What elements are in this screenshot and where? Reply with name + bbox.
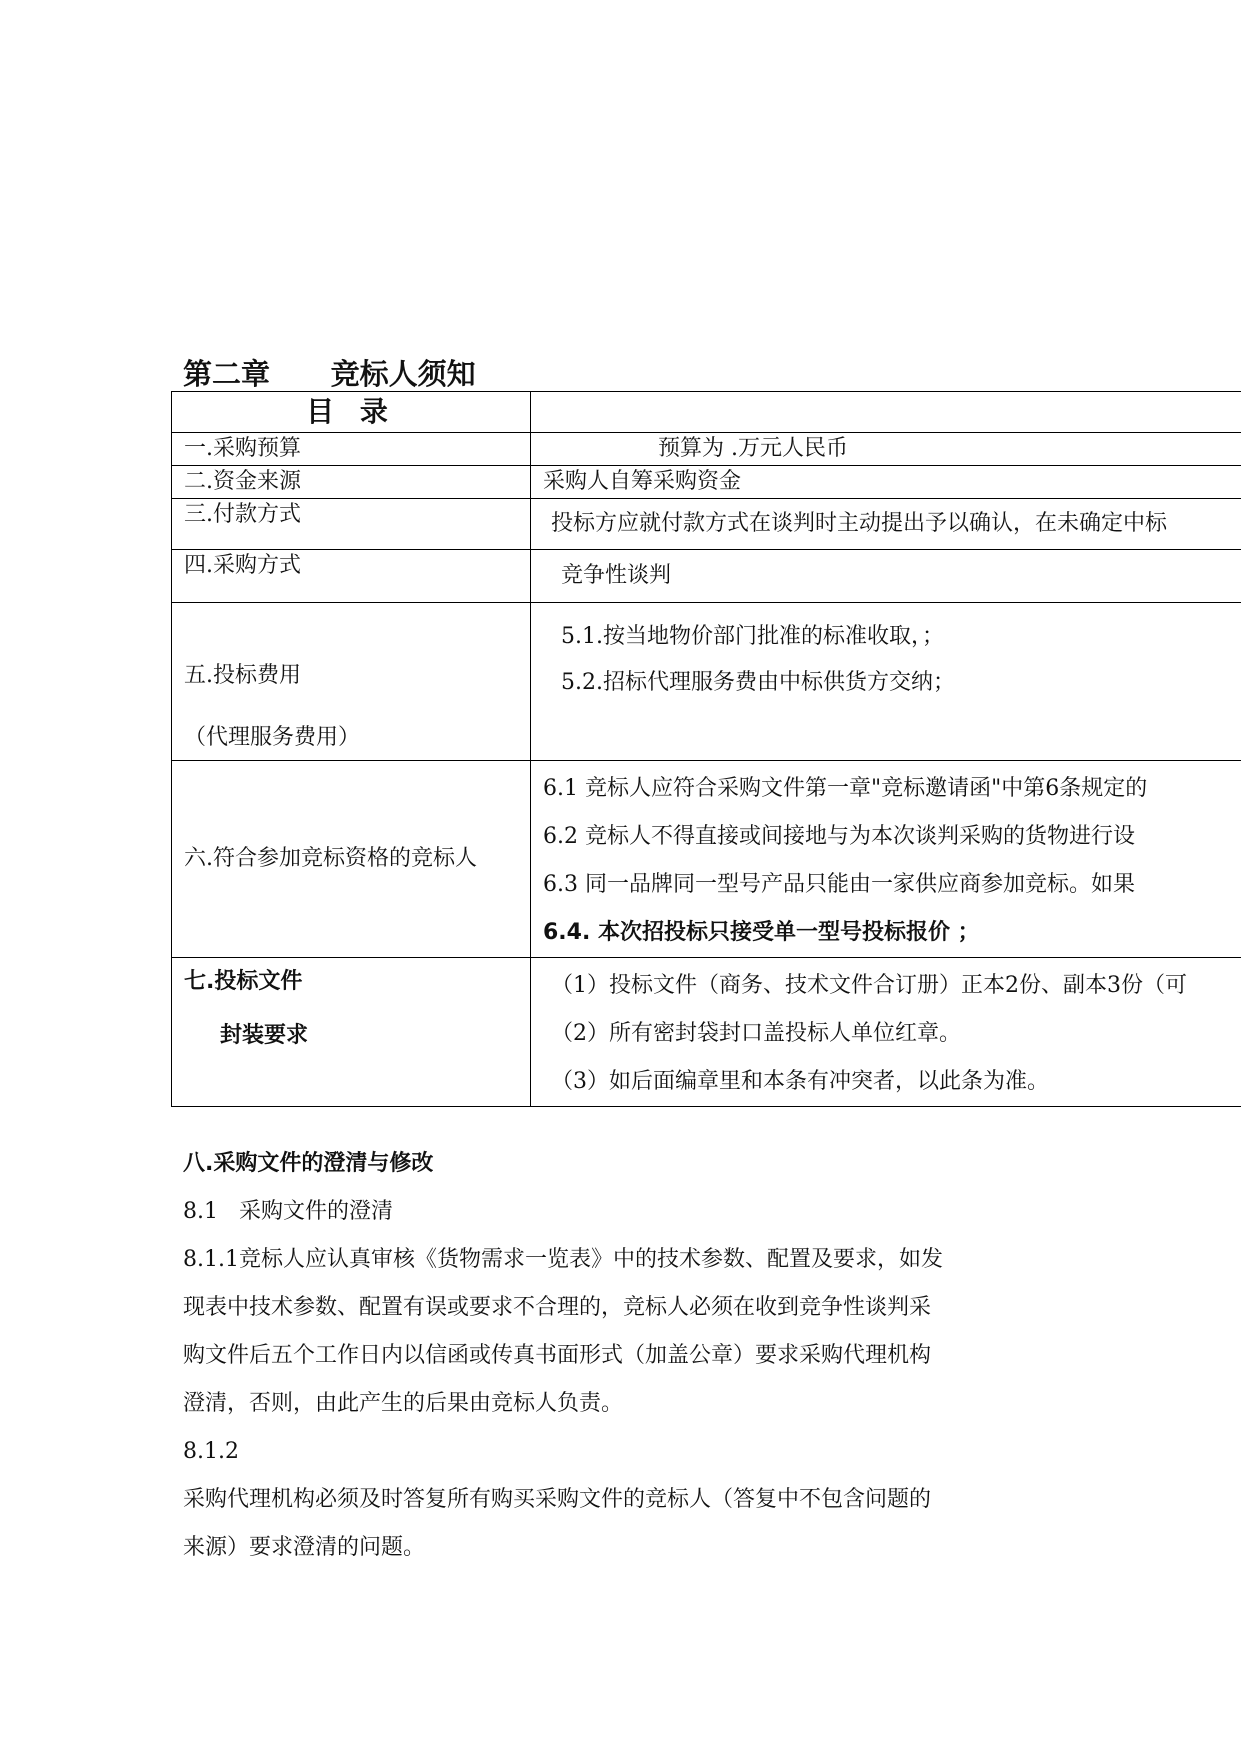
- row-label: 七.投标文件: [184, 969, 303, 994]
- section-8: [183, 1140, 1063, 1572]
- row-value: 投标方应就付款方式在谈判时主动提出予以确认，在未确定中标: [551, 511, 1168, 536]
- notice-table: [171, 391, 1241, 1107]
- paragraph: 8.1.2: [183, 1439, 239, 1464]
- row-value-line: 6.2 竞标人不得直接或间接地与为本次谈判采购的货物进行设: [543, 824, 1135, 849]
- toc-header: 目 录: [306, 395, 396, 428]
- row-value-line: （2）所有密封袋封口盖投标人单位红章。: [551, 1021, 961, 1046]
- row-value-line: 5.1.按当地物价部门批准的标准收取，；: [561, 624, 944, 649]
- paragraph: 采购代理机构必须及时答复所有购买采购文件的竞标人（答复中不包含问题的: [183, 1487, 932, 1512]
- row-label: 四.采购方式: [184, 553, 301, 578]
- row-label: 一.采购预算: [184, 436, 301, 461]
- row-value: 竞争性谈判: [561, 563, 672, 588]
- paragraph: 8.1.1竞标人应认真审核《货物需求一览表》中的技术参数、配置及要求，如发: [183, 1247, 943, 1272]
- row-value: 预算为 .万元人民币: [658, 436, 848, 461]
- table-row: [172, 466, 1241, 499]
- row-label-sub: 封装要求: [220, 1023, 309, 1048]
- table-header-row: [172, 392, 1241, 433]
- row-value: 采购人自筹采购资金: [543, 469, 742, 494]
- table-row: [172, 499, 1241, 550]
- row-value-line: （1）投标文件（商务、技术文件合订册）正本2份、副本3份（可: [551, 973, 1187, 998]
- table-row: [172, 603, 1241, 761]
- paragraph: 来源）要求澄清的问题。: [183, 1535, 426, 1560]
- row-value-line: （3）如后面编章里和本条有冲突者，以此条为准。: [551, 1069, 1049, 1094]
- row-value-line: 6.4. 本次招投标只接受单一型号投标报价 ；: [543, 920, 980, 945]
- row-label-sub: （代理服务费用）: [184, 725, 361, 750]
- section-title: 八.采购文件的澄清与修改: [183, 1151, 434, 1176]
- row-label: 三.付款方式: [184, 502, 301, 527]
- row-label: 五.投标费用: [184, 663, 301, 688]
- chapter-title: 第二章 竞标人须知: [183, 357, 476, 391]
- paragraph: 现表中技术参数、配置有误或要求不合理的，竞标人必须在收到竞争性谈判采: [183, 1295, 932, 1320]
- paragraph: 8.1 采购文件的澄清: [183, 1199, 393, 1224]
- header-right-cell: [531, 392, 1241, 433]
- row-label: 二.资金来源: [184, 469, 301, 494]
- table-row: [172, 958, 1241, 1107]
- row-value-line: 5.2.招标代理服务费由中标供货方交纳；: [561, 670, 955, 695]
- table-row: [172, 761, 1241, 958]
- paragraph: 澄清，否则，由此产生的后果由竞标人负责。: [183, 1391, 624, 1416]
- table-row: [172, 550, 1241, 603]
- row-value-line: 6.1 竞标人应符合采购文件第一章"竞标邀请函"中第6条规定的: [543, 776, 1148, 801]
- paragraph: 购文件后五个工作日内以信函或传真书面形式（加盖公章）要求采购代理机构: [183, 1343, 932, 1368]
- row-value-line: 6.3 同一品牌同一型号产品只能由一家供应商参加竞标。如果: [543, 872, 1135, 897]
- table-row: [172, 433, 1241, 466]
- row-label: 六.符合参加竞标资格的竞标人: [184, 846, 477, 871]
